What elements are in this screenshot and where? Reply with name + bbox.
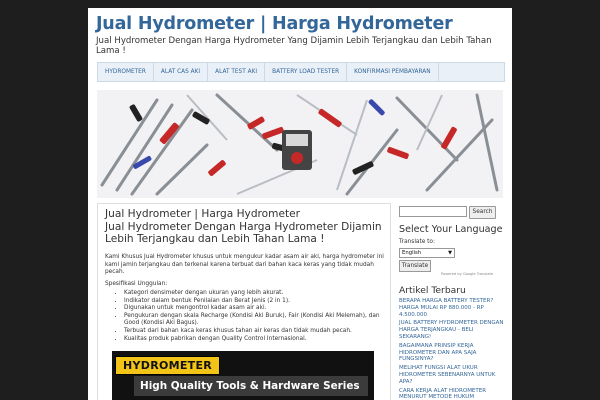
search-button[interactable]: Search: [469, 206, 496, 219]
artikel-link[interactable]: JUAL BATTERY HYDROMETER DENGAN HARGA TERJANGKAU - BELI SEKARANG!: [399, 320, 504, 340]
artikel-heading: Artikel Terbaru: [399, 285, 466, 296]
main-nav: [97, 62, 505, 82]
artikel-link[interactable]: BAGAIMANA PRINSIP KERJA HIDROMETER DAN APA SAJA FUNGSINYA?: [399, 342, 477, 363]
product-brand-label: HYDROMETER: [115, 356, 220, 375]
search-input[interactable]: [399, 206, 467, 217]
list-item: • Terbuat dari bahan kaca keras khusus tahan air keras dan tidak mudah pecah.: [124, 328, 386, 336]
product-image: [112, 351, 374, 400]
nav-item-alat-cas-aki[interactable]: ALAT CAS AKI: [154, 63, 208, 81]
page-container: [88, 8, 512, 400]
site-description: Jual Hydrometer Dengan Harga Hydrometer Yang Dijamin Lebih Terjangkau dan Lebih Tahan Lama !: [96, 36, 492, 56]
language-heading: Select Your Language: [399, 224, 503, 235]
powered-by-label[interactable]: Powered by Google Translate: [441, 272, 494, 276]
nav-item-alat-test-aki[interactable]: ALAT TEST AKI: [208, 63, 265, 81]
site-title[interactable]: Jual Hydrometer | Harga Hydrometer: [96, 14, 453, 34]
translate-button[interactable]: Translate: [399, 260, 431, 272]
translate-to-label: Translate to:: [399, 239, 435, 245]
nav-item-konfirmasi-pembayaran[interactable]: KONFIRMASI PEMBAYARAN: [347, 63, 438, 81]
nav-item-battery-load-tester[interactable]: BATTERY LOAD TESTER: [265, 63, 347, 81]
post-intro: Kami Khusus Jual Hydrometer khusus untuk mengukur kadar asam air aki, harga hydrometer ini kami jamin terjangkau dan terkenal karena terbuat dari bahan kaca keras yang tidak mudah pecah.: [105, 254, 384, 275]
chevron-down-icon: ▼: [448, 250, 452, 256]
spec-list: [116, 290, 386, 343]
spec-label: Spesifikasi Unggulan:: [105, 281, 168, 287]
sidebar: [399, 203, 505, 400]
list-item: • Kualitas produk pabrikan dengan Quality Control Internasional.: [124, 336, 386, 344]
list-item: • Pengukuran dengan skala Recharge (Kondisi Aki Buruk), Fair (Kondisi Aki Melemah), dan Good (Kondisi Aki Bagus).: [124, 313, 386, 328]
tools-banner-image: [97, 90, 503, 198]
language-select-value: English: [402, 250, 422, 256]
artikel-link[interactable]: CARA KERJA ALAT HIDROMETER MENURUT METODE HUKUM: [399, 387, 487, 400]
list-item: • Kategori densimeter dengan ukuran yang lebih akurat.: [124, 290, 386, 298]
artikel-link[interactable]: MELIHAT FUNGSI ALAT UKUR HIDROMETER SEBENARNYA UNTUK APA?: [399, 365, 496, 385]
artikel-list: [399, 298, 505, 400]
nav-item-hydrometer[interactable]: HYDROMETER: [98, 63, 154, 81]
post-subtitle: Jual Hydrometer Dengan Harga Hydrometer Dijamin Lebih Terjangkau dan Lebih Tahan Lama !: [105, 221, 382, 245]
list-item: • Indikator dalam bentuk Penilaian dan Berat Jenis (2 in 1).: [124, 298, 386, 306]
list-item: • Digunakan untuk mengontrol kadar asam air aki.: [124, 305, 386, 313]
post-title: Jual Hydrometer | Harga Hydrometer: [105, 208, 301, 220]
post-content: [97, 203, 391, 400]
tools-illustration: [97, 90, 503, 198]
product-tagline: High Quality Tools & Hardware Series: [134, 376, 368, 396]
language-select[interactable]: [399, 248, 455, 258]
artikel-link[interactable]: BERAPA HARGA BATTERY TESTER? HARGA MULAI RP 880.000 - RP 4.500.000: [399, 298, 494, 318]
